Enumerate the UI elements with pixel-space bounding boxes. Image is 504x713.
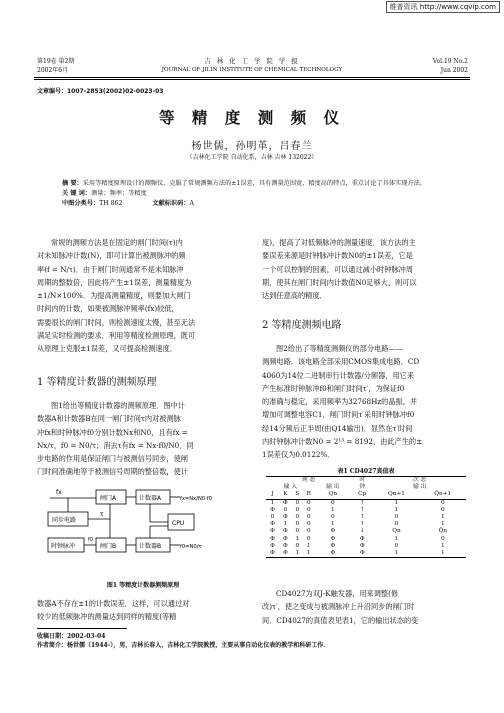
table-cell: Φ: [283, 535, 288, 542]
table-cell: 0: [306, 514, 311, 521]
table-head-output-2: 输 出: [412, 484, 427, 491]
abstract-text: 采用等精度原理设计的测频仪，克服了常规测频方法的±1误差，具有测量范围宽、精度高的特点，重点讨论了具体实现方法。: [82, 180, 426, 187]
table-col-qn1-bar: Q̄n+1: [434, 491, 452, 498]
volume-left: 第19卷 第2期: [37, 58, 75, 65]
header-rule-2: [34, 79, 470, 80]
table-cell: 1: [394, 535, 399, 542]
table-row: [266, 521, 466, 528]
table-cell: ↑: [359, 521, 365, 528]
table-cell: 1: [440, 550, 445, 557]
table-cell: 0: [306, 528, 311, 535]
intro-paragraph: 常规的测频方法是在固定的闸门时间(τ)内 对未知脉冲计数(N)，即可计算出被测脉冲的频 率(f = N/τ)．由于闸门时间通常不是未知脉冲 周期的整数倍，因此将产生±1误差，测量精度为 ±1/N×100%．为提高测量精度，则要加大闸门 时间内的计数，如果被测脉冲频率(fx)较低， 需要很长的闸门时间，则检测速度太慢，甚至无法 满足实时检测的要求．利用等精度检测原理，既可 从原理上克服±1误差，又可提高检测速度．: [37, 238, 196, 354]
table-cell: Φ: [359, 550, 365, 557]
date-right: Jun 2002: [440, 67, 468, 74]
table-col-k: K: [283, 491, 288, 498]
table-cell: 1: [331, 521, 335, 528]
figure-followup-text: 数器A不存在±1的计数误差．这样，可以通过对 较少的低频脉冲的测量达到同样的精度(等精: [37, 599, 190, 622]
counter-a-label: 计数器A: [139, 495, 162, 502]
tau-label: τ: [100, 511, 104, 518]
table-head-current-state: 现 态: [301, 477, 316, 483]
table-cell: Φ: [283, 542, 288, 549]
section-1-text: 图1给出等精度计数器的测频原理．图中计 数器A和计数器B在同一闸门时间τ内对被测脉 冲fx和时钟脉冲f0分别计数Nx和N0，且有fx = Nx/τ，f0 = N0/τ；消去τ有fx = Nx·f0/N0．同 步电路的作用是保证闸门与被测信号同步，使闸 门时间准确地等于被测信号周期的整倍数，使计: [37, 401, 194, 477]
table-col-r: R: [306, 491, 311, 498]
table-cell: 1: [306, 550, 311, 557]
table-cell: Φ: [283, 550, 288, 557]
received-date: 收稿日期：2002-03-04: [37, 633, 106, 640]
table-row: [266, 550, 466, 557]
table-cell: Φ: [270, 535, 275, 542]
fx-formula: fx=Nx/N0·f0: [180, 496, 212, 502]
table-head-clock: 时: [359, 477, 366, 483]
classification-label: 中图分类号：: [62, 200, 100, 207]
f0-label: f0: [88, 537, 93, 543]
right-intro-text: 度)，提高了对低频脉冲的测量速度．该方法的主 要误差来源是时钟脉冲计数N0的±1误差，它是 一个可以控制的因素，可以通过减小时钟脉冲周 期，使其在闸门时间内计数值N0足够大，则可以 达到任意高的精度．: [262, 238, 417, 301]
section-1-heading: 1 等精度计数器的测频原理: [37, 377, 157, 388]
header-rule: [34, 77, 470, 78]
cpu-label: CPU: [172, 520, 185, 527]
table-cell: Φ: [270, 521, 275, 528]
volume-right: Vol.19 No.2: [432, 58, 468, 65]
doc-code-label: 文献标识码：: [152, 200, 190, 207]
watermark: 维普资讯 http://www.cqvip.com: [386, 1, 500, 13]
table-col-qn1: Qn+1: [387, 491, 405, 498]
abstract-label: 摘 要：: [62, 180, 83, 187]
table-cell: 1: [394, 499, 399, 506]
table-cell: 0: [331, 499, 335, 506]
table-cell: 0: [295, 542, 300, 549]
table-col-cp: Cp: [358, 491, 367, 498]
doc-code: A: [189, 200, 194, 207]
truth-table-grid: [266, 477, 466, 557]
table-cell: Φ: [359, 535, 365, 542]
table-cell: Φ: [270, 506, 275, 513]
table-1-caption: 表1 CD4027真值表: [337, 468, 395, 475]
sync-label: 同步电路: [52, 517, 77, 524]
table-cell: 0: [394, 514, 399, 521]
table-cell: Φ: [270, 550, 275, 557]
section-2-text: 图2给出了等精度测频仪的部分电路—— 测频电路．该电路全部采用CMOS集成电路．CD 4060为14位二进制串行计数器/分频器，用它来 产生标准时钟脉冲f0和闸门时间τ′，为保证f0 的准确与稳定，采用频率为32768Hz的晶振，并 增加可调整电容C1．闸门时间τ′采用时钟脉冲f0 经14分频后正半周(由Q14输出)．显然在τ′时间 内时钟脉冲计数N0 = 2¹³ = 8192，由此产生的± 1误差仅为0.0122%．: [262, 344, 423, 460]
right-bottom-text: CD4027为双J-K触发器，用来调整(修 改)τ′，使之变成与被测脉冲上升沿同步的闸门时 间．CD4027的真值表见表1，它的输出状态的变: [262, 589, 419, 625]
table-cell: Φ: [330, 528, 336, 535]
table-cell: Q̄n: [438, 528, 448, 535]
table-cell: Φ: [359, 542, 365, 549]
footnote-rule: [37, 628, 127, 629]
table-cell: 1: [440, 514, 445, 521]
table-cell: 1: [394, 506, 399, 513]
date-left: 2002年6月: [37, 67, 69, 74]
table-cell: 0: [270, 514, 275, 521]
authors: 杨世儒，孙明革，吕春兰: [191, 141, 313, 152]
table-cell: 1: [306, 542, 311, 549]
journal-name-cn: 吉 林 化 工 学 院 学 报: [204, 57, 300, 65]
table-head-next-state: 次 态: [412, 477, 427, 483]
gate-a-label: 闸门A: [100, 495, 117, 502]
gate-b-label: 闸门B: [100, 543, 117, 550]
fx-label: fx: [56, 489, 62, 496]
table-cell: Φ: [270, 528, 275, 535]
table-cell: Φ: [283, 499, 288, 506]
table-cell: Φ: [270, 542, 275, 549]
table-cell: 0: [295, 528, 300, 535]
table-cell: Φ: [283, 528, 288, 535]
table-cell: Qn: [392, 528, 401, 535]
table-row: [266, 543, 466, 550]
table-col-qn: Qn: [328, 491, 338, 498]
table-cell: 0: [394, 542, 399, 549]
page-title: 等 精 度 测 频 仪: [159, 108, 345, 127]
table-cell: 0: [306, 535, 311, 542]
table-cell: 1: [331, 506, 335, 513]
keywords: 测量；频率；等精度: [91, 190, 147, 197]
table-cell: 1: [440, 521, 445, 528]
table-cell: 1: [440, 542, 445, 549]
keywords-label: 关 键 词：: [62, 190, 92, 197]
table-row: [266, 499, 466, 507]
table-cell: 0: [306, 506, 311, 513]
section-2-heading: 2 等精度测频电路: [262, 320, 342, 331]
truth-table: [266, 476, 466, 558]
table-col-j: J: [271, 491, 274, 498]
table-cell: 0: [331, 514, 335, 521]
table-head-output: 输 出: [326, 484, 340, 491]
table-col-s: S: [295, 491, 300, 498]
table-cell: 0: [295, 521, 300, 528]
table-cell: 1: [394, 550, 399, 557]
figure-1-diagram: [40, 482, 246, 574]
table-cell: 0: [394, 521, 399, 528]
table-cell: 1: [295, 550, 300, 557]
journal-name-en: JOURNAL OF JILIN INSTITUTE OF CHEMICAL TECHNOLOGY: [161, 67, 343, 73]
figure-1-caption: 图1 等精度计数器测频原理: [106, 582, 180, 589]
author-bio: 作者简介：杨世儒（1944-），男，吉林长春人，吉林化工学院教授，主要从事自动化仪表的教学和科研工作．: [37, 642, 330, 649]
table-cell: 0: [440, 506, 445, 513]
table-cell: Φ: [283, 514, 288, 521]
counter-b-label: 计数器B: [139, 543, 162, 550]
table-cell: ↑: [359, 499, 365, 506]
table-cell: Φ: [330, 535, 336, 542]
table-cell: Φ: [330, 550, 336, 557]
table-cell: 0: [295, 499, 300, 506]
footnote-block: [37, 632, 473, 650]
table-cell: 1: [295, 535, 300, 542]
table-row: [266, 528, 466, 535]
table-cell: ↑: [359, 506, 365, 513]
table-head-clock-2: 钟: [359, 484, 366, 491]
table-head-input: 输 入: [283, 484, 298, 491]
table-cell: Φ: [330, 542, 336, 549]
table-cell: ↑: [359, 514, 365, 521]
table-cell: 0: [440, 535, 445, 542]
table-cell: 0: [306, 499, 311, 506]
table-row: [266, 507, 466, 514]
table-cell: 1: [283, 521, 288, 528]
table-cell: 0: [283, 506, 288, 513]
table-cell: ↓: [359, 528, 365, 535]
f0-formula: f0=N0/τ: [180, 544, 202, 550]
clock-label: 时钟脉冲: [51, 543, 76, 550]
table-cell: 0: [306, 521, 311, 528]
article-number: 文章编号：1007-2853(2002)02-0023-03: [37, 88, 164, 95]
table-row: [266, 536, 466, 543]
affiliation: （吉林化工学院 自动化系，吉林 吉林 132022）: [186, 154, 318, 161]
table-row: [266, 514, 466, 521]
table-cell: 0: [440, 499, 445, 506]
table-cell: 1: [270, 499, 275, 506]
abstract-block: [62, 179, 442, 209]
classification: TH 862: [99, 200, 123, 207]
table-cell: 0: [295, 506, 300, 513]
table-cell: 0: [295, 514, 300, 521]
